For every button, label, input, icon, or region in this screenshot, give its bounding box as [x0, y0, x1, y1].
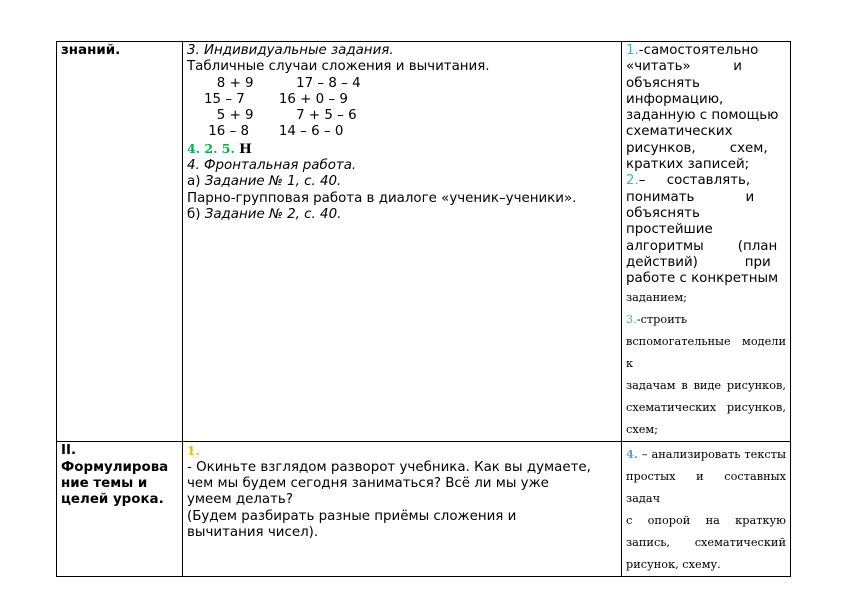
- stage-label: ние темы и: [61, 476, 148, 492]
- skill-text: задачам в виде рисунков,: [626, 379, 786, 393]
- skills-cell: [622, 42, 791, 442]
- lesson-plan-table: [56, 41, 791, 577]
- skill-text: запись, схематический: [626, 536, 786, 550]
- content-line: чем мы будем сегодня заниматься? Всё ли мы уже: [187, 476, 549, 492]
- skill-item-3-number: 3.: [626, 313, 637, 327]
- skill-text: действий) при: [626, 254, 771, 270]
- skill-text: «читать» и: [626, 59, 742, 75]
- task-a: Задание № 1, с. 40.: [204, 174, 342, 190]
- expression-line: 8 + 9 17 – 8 – 4: [187, 75, 361, 91]
- skill-item-1-number: 1.: [626, 43, 639, 58]
- skill-text: схем;: [626, 423, 658, 437]
- marks-numbers: 4. 2. 5.: [187, 140, 235, 156]
- task-b: Задание № 2, с. 40.: [204, 206, 342, 222]
- skill-text: – анализировать тексты: [641, 448, 787, 462]
- stage-label: целей урока.: [61, 492, 164, 508]
- expression-line: 5 + 9 7 + 5 – 6: [187, 108, 357, 124]
- skill-text: простых и составных задач: [626, 470, 786, 506]
- skill-text: -самостоятельно: [638, 43, 759, 58]
- skill-text: рисунков, схем,: [626, 140, 768, 156]
- stage-label: знаний.: [61, 43, 121, 58]
- skill-text: простейшие: [626, 222, 713, 238]
- skill-text: рисунок, схему.: [626, 558, 721, 572]
- skill-item-2-number: 2.: [626, 173, 639, 189]
- table-row: [57, 442, 791, 577]
- skill-text: схематических рисунков,: [626, 401, 786, 415]
- stage-cell: [57, 442, 183, 577]
- skill-text: схематических: [626, 124, 733, 140]
- skills-serif-block: [626, 443, 786, 576]
- task-a-line: [187, 174, 617, 190]
- content-cell: [183, 442, 622, 577]
- skill-text: заданием;: [626, 291, 687, 305]
- skill-text: кратких записей;: [626, 157, 750, 173]
- skill-text: объяснять: [626, 75, 700, 91]
- content-line: (Будем разбирать разные приёмы сложения и: [187, 508, 517, 524]
- section-title: 3. Индивидуальные задания.: [187, 43, 394, 58]
- skill-text: -строить: [636, 313, 688, 327]
- skill-text: объяснять: [626, 205, 700, 221]
- skill-text: заданную с помощью: [626, 108, 779, 124]
- stage-label: II.: [61, 443, 77, 459]
- skill-item-4-number: 4.: [626, 447, 638, 462]
- task-a-prefix: а): [187, 174, 205, 190]
- skill-item-2-line: [626, 173, 786, 189]
- marks-line: [187, 141, 617, 158]
- skills-cell: [622, 442, 791, 577]
- skill-text: с опорой на краткую: [626, 514, 786, 528]
- table-row: [57, 42, 791, 442]
- skill-text: алгоритмы (план: [626, 238, 778, 254]
- skill-text: работе с конкретным: [626, 271, 779, 287]
- skill-text: понимать и: [626, 189, 755, 205]
- task-b-prefix: б): [187, 206, 205, 222]
- task-b-line: [187, 207, 617, 223]
- content-line: - Окиньте взглядом разворот учебника. Как вы думаете,: [187, 459, 591, 475]
- content-number: 1.: [187, 444, 200, 459]
- content-cell: [183, 42, 622, 442]
- expression-line: 15 – 7 16 + 0 – 9: [187, 91, 348, 107]
- skill-text: информацию,: [626, 91, 724, 107]
- content-line: вычитания чисел).: [187, 524, 319, 540]
- pair-work: Парно-групповая работа в диалоге «ученик–ученики».: [187, 190, 577, 206]
- stage-label: Формулирова: [61, 459, 169, 475]
- skill-text: вспомогательные модели к: [626, 335, 786, 371]
- skills-serif-block: [626, 287, 786, 441]
- frontal-title: 4. Фронтальная работа.: [187, 158, 357, 174]
- marks-letter: Н: [239, 140, 252, 157]
- stage-cell: [57, 42, 183, 442]
- skill-item-3-line: [626, 309, 786, 331]
- section-subtitle: Табличные случаи сложения и вычитания.: [187, 59, 490, 75]
- skill-text: – составлять,: [638, 173, 751, 189]
- expression-line: 16 – 8 14 – 6 – 0: [187, 124, 344, 140]
- content-line: умеем делать?: [187, 492, 293, 508]
- skill-item-4-line: [626, 443, 786, 466]
- skill-item-1-line: [626, 43, 786, 59]
